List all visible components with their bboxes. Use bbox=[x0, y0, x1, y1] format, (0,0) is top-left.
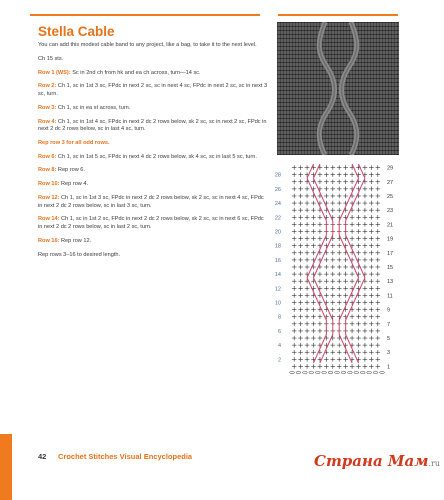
row-label: Row 14: bbox=[38, 216, 60, 223]
chain-mark bbox=[309, 371, 314, 373]
pattern-text bbox=[38, 42, 268, 265]
row-number-right: 15 bbox=[387, 265, 394, 271]
closing-instruction: Rep rows 3–16 to desired length. bbox=[38, 251, 121, 258]
row-instruction bbox=[38, 181, 268, 189]
row-number-left: 6 bbox=[277, 328, 281, 335]
row-instruction bbox=[38, 119, 268, 134]
row-text: Ch 1, sc in 1st 3 sc, FPdc in next 2 dc 2 rows below, sk 2 sc, sc in next 4 sc, FPdc in next 2 dc 2 rows below, sc in last 3 sc, turn. bbox=[38, 195, 264, 209]
row-number-right: 5 bbox=[387, 336, 391, 343]
chain-mark bbox=[303, 371, 308, 373]
row-number-left: 28 bbox=[274, 172, 281, 179]
chain-mark bbox=[341, 371, 346, 373]
page-number: 42 bbox=[38, 452, 47, 461]
row-number-right: 29 bbox=[387, 165, 394, 172]
row-text: Ch 1, sc in 1st 4 sc, FPdc in next 2 dc 2 rows below, sk 2 sc, sc in next 2 sc, FPdc in next 2 dc 2 rows below, sc in last 4 sc, turn. bbox=[38, 118, 267, 133]
row-instruction bbox=[38, 70, 268, 78]
corner-tab bbox=[0, 434, 12, 500]
fpdc-strand bbox=[307, 164, 326, 363]
chain-mark bbox=[380, 371, 385, 373]
chain-mark bbox=[354, 371, 359, 373]
row-label: Row 16: bbox=[38, 237, 60, 244]
row-label: Row 2: bbox=[38, 83, 57, 90]
row-number-left: 24 bbox=[274, 201, 281, 208]
top-rule bbox=[30, 14, 260, 16]
watermark-text: Страна Мам bbox=[314, 452, 429, 470]
row-text: Ch 1, sc in 1st 5 sc, FPdc in next 4 dc 2 rows below, sk 4 sc, sc in last 5 sc, turn. bbox=[57, 153, 257, 160]
row-number-left: 12 bbox=[274, 286, 281, 293]
book-title: Crochet Stitches Visual Encyclopedia bbox=[58, 452, 193, 461]
intro-paragraph: You can add this modest cable band to any project, like a bag, to take it to the next level. bbox=[38, 42, 257, 48]
row-number-left: 18 bbox=[274, 243, 281, 250]
row-label: Row 1 (WS): bbox=[38, 69, 71, 76]
rows-list bbox=[38, 70, 268, 246]
row-instruction bbox=[38, 195, 268, 210]
chain-mark bbox=[335, 371, 340, 373]
row-number-right: 21 bbox=[387, 222, 394, 229]
watermark-logo bbox=[314, 452, 440, 470]
cable-swatch-photo bbox=[277, 22, 399, 155]
watermark-suffix: .ru bbox=[428, 459, 441, 468]
row-text: Ch 1, sc in 1st 3 sc, FPdc in next 2 sc, sc in next 4 sc, FPdc in next 2 sc, sc in next 3 sc, turn. bbox=[38, 83, 268, 97]
top-rule-right bbox=[278, 14, 398, 16]
row-text: Rep row 4. bbox=[61, 181, 89, 188]
chain-mark bbox=[373, 371, 378, 373]
chain-mark bbox=[328, 371, 333, 373]
row-text: Sc in 2nd ch from hk and ea ch across, turn—14 sc. bbox=[72, 69, 201, 76]
row-number-left: 8 bbox=[277, 314, 281, 321]
row-text: Rep row 12. bbox=[61, 237, 92, 244]
row-text: Rep row 6. bbox=[57, 167, 85, 174]
row-instruction bbox=[38, 105, 268, 113]
chain-mark bbox=[322, 371, 327, 373]
row-number-left: 22 bbox=[274, 215, 281, 222]
chart-grid bbox=[259, 160, 409, 375]
fpdc-strand bbox=[339, 164, 358, 363]
row-number-right: 19 bbox=[387, 236, 394, 243]
row-instruction bbox=[38, 216, 268, 231]
chain-mark bbox=[360, 371, 365, 373]
row-number-right: 17 bbox=[387, 250, 394, 257]
row-number-right: 13 bbox=[387, 279, 394, 286]
row-label: Row 8: bbox=[38, 167, 57, 174]
chain-instruction: Ch 15 sts. bbox=[38, 55, 64, 62]
fpdc-strand bbox=[314, 164, 333, 363]
row-number-left: 16 bbox=[274, 257, 281, 264]
row-instruction bbox=[38, 140, 268, 148]
row-number-right: 7 bbox=[387, 321, 391, 328]
row-text: Ch 1, sc in ea st across, turn. bbox=[57, 104, 131, 111]
row-instruction bbox=[38, 154, 268, 162]
stitch-chart bbox=[259, 160, 409, 375]
row-number-right: 1 bbox=[387, 364, 391, 371]
chain-mark bbox=[367, 371, 372, 373]
chain-mark bbox=[348, 371, 353, 373]
row-instruction bbox=[38, 238, 268, 246]
row-number-right: 11 bbox=[387, 293, 393, 300]
row-number-right: 9 bbox=[387, 307, 391, 314]
row-text: Ch 1, sc in 1st 2 sc, FPdc in next 2 dc 2 rows below, sk 2 sc, sc in next 6 sc, FPdc in next 2 dc 2 rows below, sc in last 2 sc, turn. bbox=[38, 216, 264, 230]
row-number-right: 3 bbox=[387, 350, 391, 357]
row-number-left: 10 bbox=[274, 300, 281, 307]
row-instruction bbox=[38, 167, 268, 175]
repeat-note: Rep row 3 for all odd rows. bbox=[38, 139, 110, 146]
row-number-right: 23 bbox=[387, 208, 394, 215]
row-number-right: 25 bbox=[387, 193, 394, 200]
fpdc-strand bbox=[346, 164, 365, 363]
row-instruction bbox=[38, 83, 268, 98]
chain-mark bbox=[296, 371, 301, 373]
row-number-left: 20 bbox=[274, 229, 281, 236]
chain-mark bbox=[315, 371, 320, 373]
cable-motif bbox=[277, 22, 399, 155]
row-label: Row 4: bbox=[38, 118, 57, 125]
row-number-left: 14 bbox=[274, 272, 281, 279]
row-label: Row 12: bbox=[38, 195, 60, 201]
chain-mark bbox=[290, 371, 295, 373]
row-number-left: 2 bbox=[277, 357, 281, 364]
row-number-left: 26 bbox=[274, 186, 281, 193]
page-title: Stella Cable bbox=[38, 24, 115, 39]
row-label: Row 10: bbox=[38, 181, 60, 188]
row-label: Row 3: bbox=[38, 104, 57, 111]
row-number-left: 4 bbox=[277, 343, 281, 350]
row-label: Row 6: bbox=[38, 153, 57, 160]
row-number-right: 27 bbox=[387, 179, 394, 186]
